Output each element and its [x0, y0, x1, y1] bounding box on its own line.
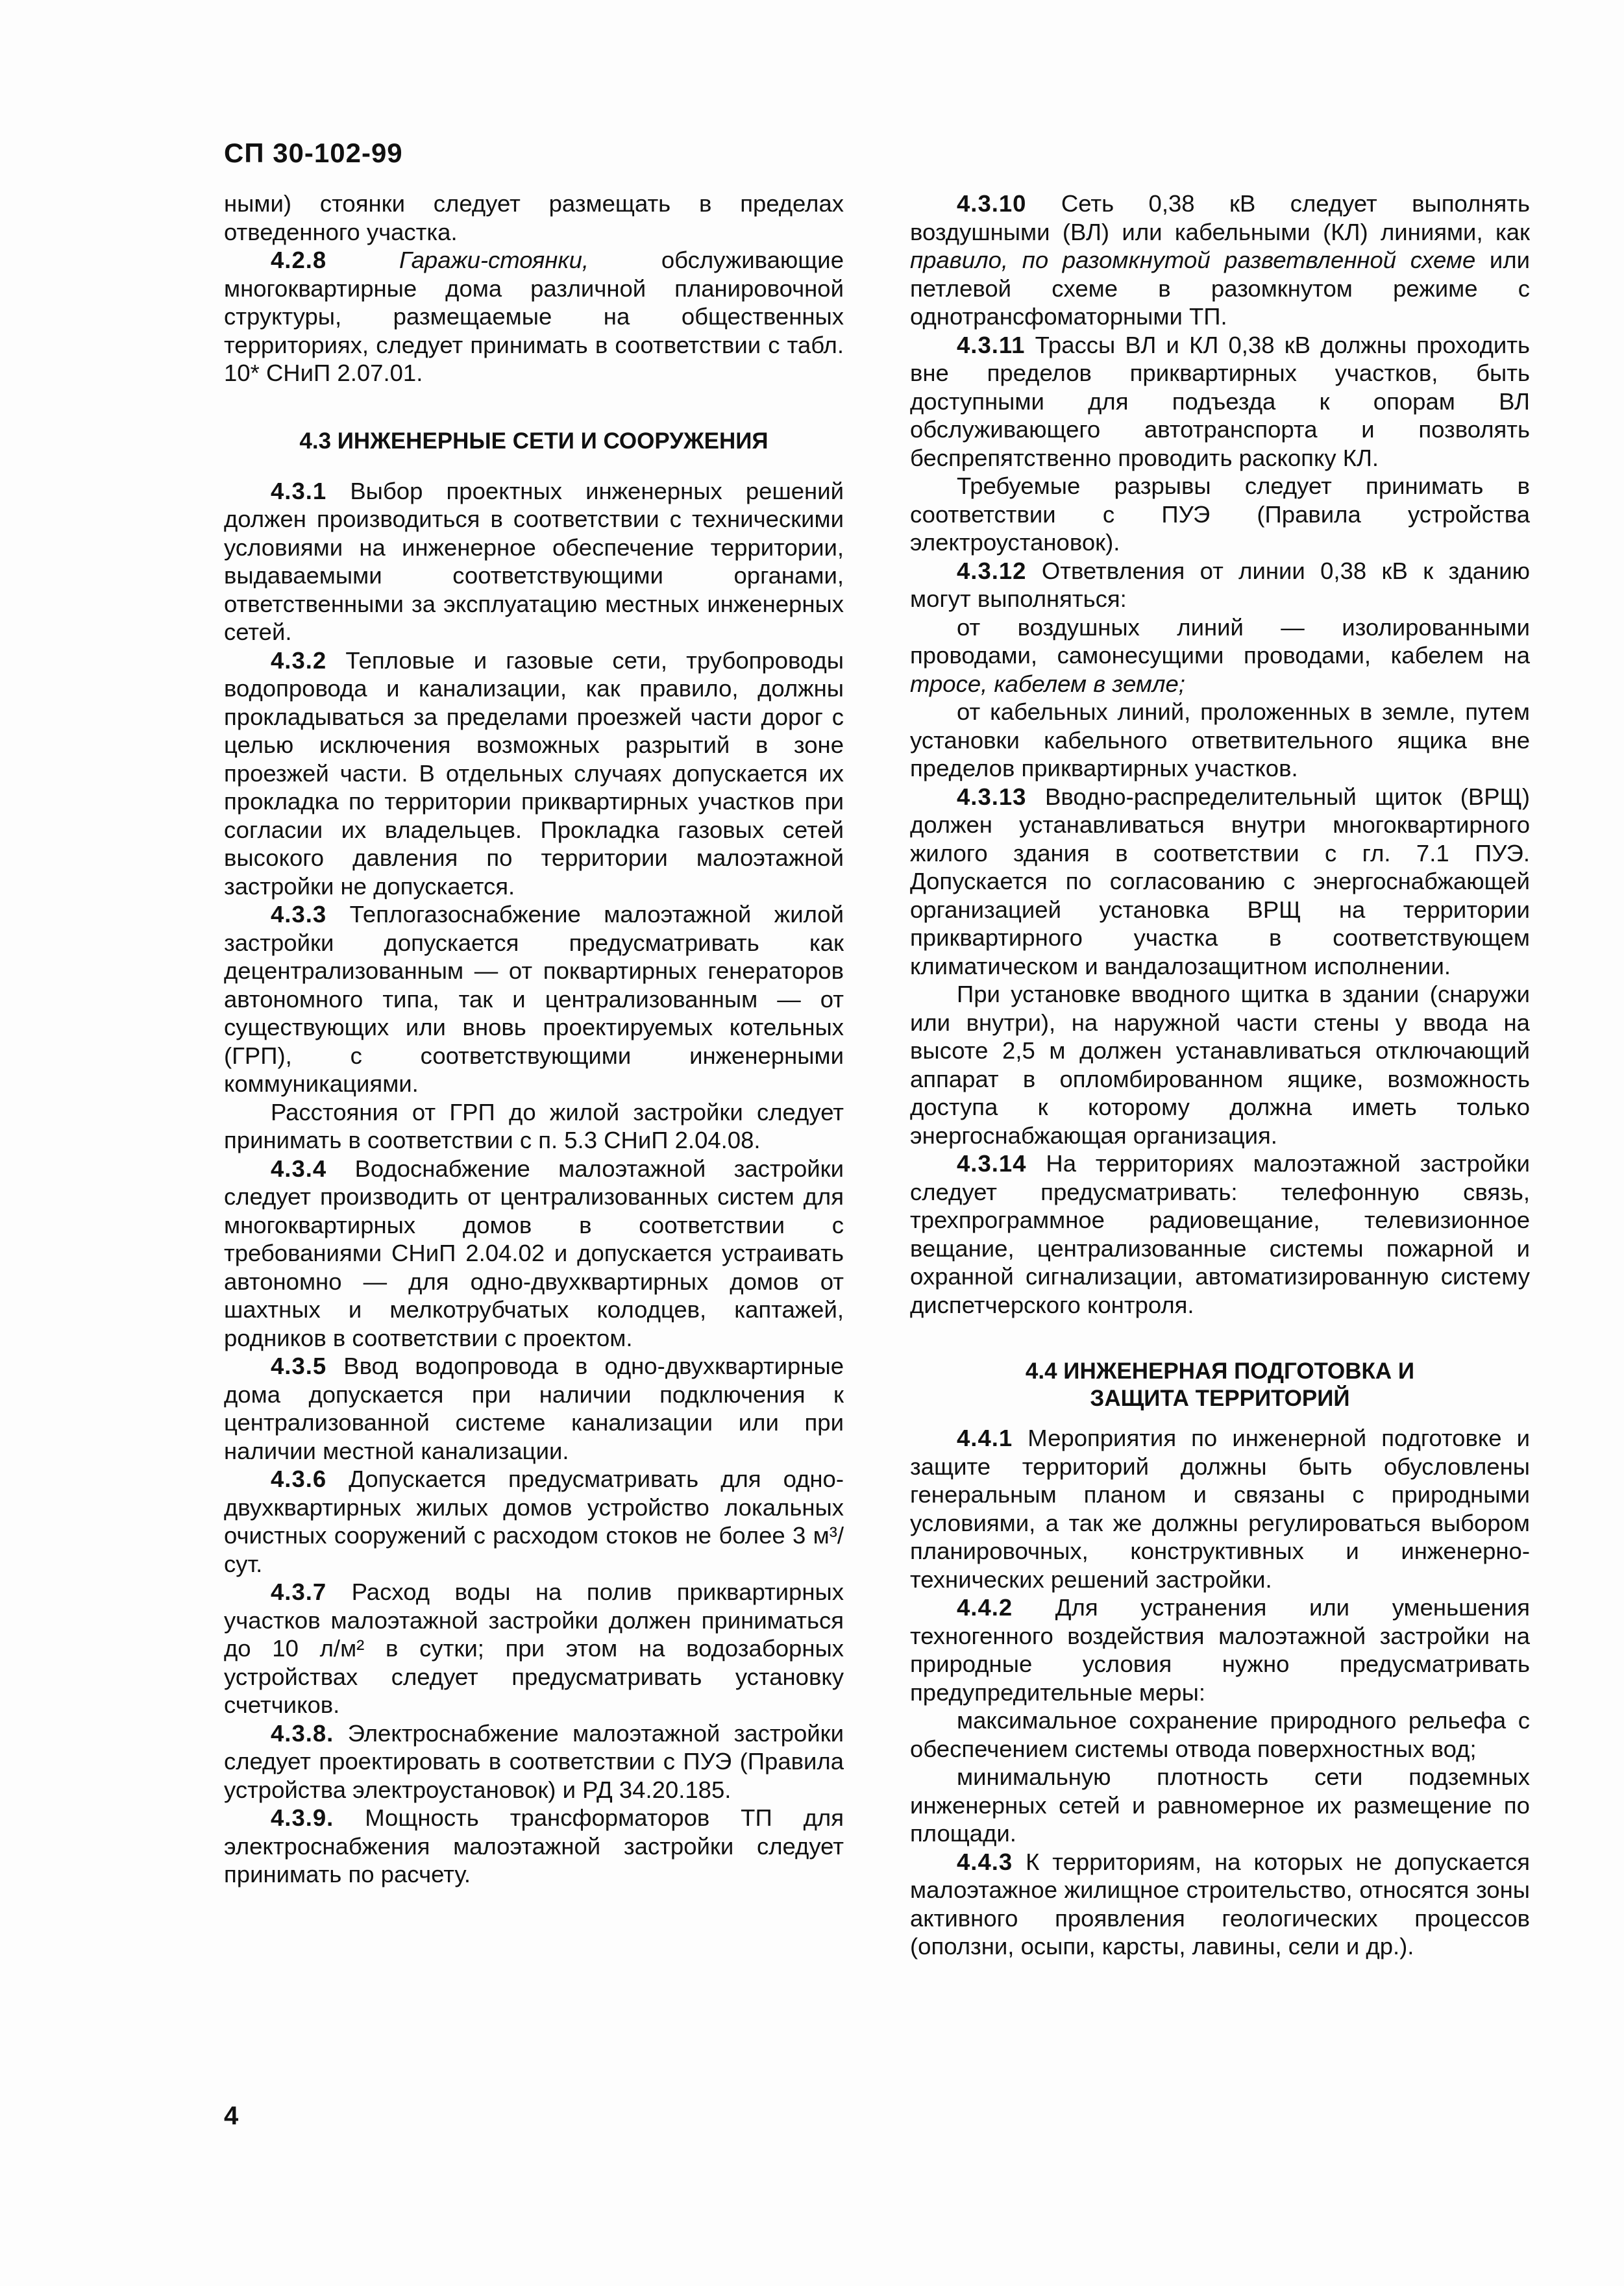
clause-text: Для устранения или уменьшения техногенного воздействия малоэтажной застройки на природные условия нужно предусматривать предупредительные меры:: [910, 1594, 1530, 1706]
paragraph-continued: ными) стоянки следует размещать в пределах отведенного участка.: [224, 190, 844, 245]
clause-4-3-9: [224, 1804, 844, 1889]
clause-italic-term: Гаражи-стоянки,: [399, 247, 589, 273]
clause-text: Тепловые и газовые сети, трубопроводы водопровода и канализации, как правило, должны прокладываться за пределами проезжей части дорог с целью исключения возможных разрытий в зоне проезжей части. В отдельных случаях допускается их прокладка по территории приквартирных участков при согласии их владельцев. Прокладка газовых сетей высокого давления по территории малоэтажной застройки не допускается.: [224, 646, 844, 900]
clause-text: от воздушных линий — изолированными проводами, самонесущими проводами, кабелем на: [910, 613, 1530, 669]
clause-text: Сеть 0,38 кВ следует выполнять воздушными (ВЛ) или кабельными (КЛ) линиями, как: [910, 190, 1530, 245]
clause-text: Трассы ВЛ и КЛ 0,38 кВ должны проходить вне пределов приквартирных участков, быть доступными для подъезда к опорам ВЛ обслуживающего автотранспорта и позволять беспрепятственно проводить раскопку КЛ.: [910, 331, 1530, 471]
clause-4-3-10: [910, 190, 1530, 331]
clause-4-3-6: [224, 1465, 844, 1578]
clause-text: Допускается предусматривать для одно-двухквартирных жилых домов устройство локальных очистных сооружений с расходом стоков не более 3 м³/сут.: [224, 1466, 844, 1577]
clause-number: 4.4.2: [957, 1594, 1013, 1621]
clause-4-4-3: [910, 1848, 1530, 1961]
clause-text: обслуживающие многоквартирные дома различной планировочной структуры, размещаемые на общественных территориях, следует принимать в соответствии с табл. 10* СНиП 2.07.01.: [224, 247, 844, 386]
section-heading-line: 4.4 ИНЖЕНЕРНАЯ ПОДГОТОВКА И: [1025, 1358, 1415, 1384]
clause-number: 4.4.1: [957, 1425, 1013, 1451]
clause-number: 4.3.3: [271, 901, 327, 928]
clause-4-3-12-paragraph-b: [910, 613, 1530, 698]
clause-4-3-8: [224, 1719, 844, 1804]
clause-4-3-11: [910, 331, 1530, 473]
clause-text: Ответвления от линии 0,38 кВ к зданию могут выполняться:: [910, 557, 1530, 612]
clause-number: 4.3.6: [271, 1466, 327, 1492]
clause-4-3-13-paragraph-b: При установке вводного щитка в здании (снаружи или внутри), на наружной части стены у ввода на высоте 2,5 м должен устанавливаться отключающий аппарат в опломбированном ящике, возможность доступа к которому должна иметь только энергоснабжающая организация.: [910, 981, 1530, 1149]
clause-number: 4.3.1: [271, 477, 327, 504]
clause-4-3-13: [910, 783, 1530, 981]
clause-number: 4.3.11: [957, 331, 1026, 358]
clause-number: 4.3.13: [957, 783, 1027, 810]
clause-text: Мощность трансформаторов ТП для электроснабжения малоэтажной застройки следует принимать по расчету.: [224, 1804, 844, 1887]
clause-number: 4.3.5: [271, 1353, 327, 1379]
clause-number: 4.3.2: [271, 646, 327, 674]
clause-text: Ввод водопровода в одно-двухквартирные дома допускается при наличии подключения к централизованной системе канализации или при наличии местной канализации.: [224, 1353, 844, 1464]
clause-number: 4.3.10: [957, 190, 1027, 217]
clause-4-3-4: [224, 1155, 844, 1353]
clause-text: Водоснабжение малоэтажной застройки следует производить от централизованных систем для многоквартирных домов в соответствии с требованиями СНиП 2.04.02 и допускается устраивать автономно — для одно-двухквартирных домов от шахтных и мелкотрубчатых колодцев, каптажей, родников в соответствии с проектом.: [224, 1155, 844, 1351]
clause-number: 4.3.8.: [271, 1719, 334, 1747]
clause-italic-text: правило, по разомкнутой разветвленной схеме: [910, 247, 1476, 273]
clause-4-3-2: [224, 646, 844, 901]
clause-4-3-12: [910, 557, 1530, 613]
clause-4-4-2: [910, 1593, 1530, 1706]
section-heading-4-3: 4.3 ИНЖЕНЕРНЫЕ СЕТИ И СООРУЖЕНИЯ: [299, 428, 769, 454]
clause-text: Вводно-распределительный щиток (ВРЩ) должен устанавливаться внутри многоквартирного жилого здания в соответствии с гл. 7.1 ПУЭ. Допускается по согласованию с энергоснабжающей организацией установка ВРЩ на территории приквартирного участка в соответствующем климатическом и вандалозащитном исполнении.: [910, 783, 1530, 979]
left-column: [224, 190, 844, 1889]
clause-number: 4.4.3: [957, 1848, 1013, 1875]
section-heading-line: ЗАЩИТА ТЕРРИТОРИЙ: [1090, 1386, 1350, 1411]
clause-4-3-5: [224, 1352, 844, 1465]
clause-text: К территориям, на которых не допускается малоэтажное жилищное строительство, относятся зоны активного проявления геологических процессов (оползни, осыпи, карсты, лавины, сели и др.).: [910, 1848, 1530, 1960]
clause-4-3-11-paragraph-b: Требуемые разрывы следует принимать в соответствии с ПУЭ (Правила устройства электроустановок).: [910, 473, 1530, 556]
clause-number: 4.2.8: [271, 247, 327, 273]
page-number: 4: [224, 2102, 239, 2130]
clause-number: 4.3.4: [271, 1155, 327, 1182]
clause-text: или петлевой схеме в разомкнутом режиме с однотрансфоматорными ТП.: [910, 247, 1531, 330]
clause-4-4-2-paragraph-b: максимальное сохранение природного рельефа с обеспечением системы отвода поверхностных вод;: [910, 1707, 1530, 1762]
clause-4-3-12-paragraph-c: от кабельных линий, проложенных в земле, путем установки кабельного ответвительного ящика вне пределов приквартирных участков.: [910, 698, 1530, 781]
clause-4-3-7: [224, 1578, 844, 1719]
clause-text: Электроснабжение малоэтажной застройки следует проектировать в соответствии с ПУЭ (Правила устройства электроустановок) и РД 34.20.185.: [224, 1719, 844, 1803]
document-code-header: СП 30-102-99: [224, 138, 403, 168]
section-heading-4-4: [910, 1358, 1530, 1412]
clause-4-2-8: [224, 246, 844, 387]
clause-4-3-3-paragraph-b: Расстояния от ГРП до жилой застройки следует принимать в соответствии с п. 5.3 СНиП 2.04.08.: [224, 1098, 844, 1153]
clause-italic-text: тросе, кабелем в земле;: [910, 670, 1185, 697]
right-column: [910, 190, 1530, 1961]
clause-text: Выбор проектных инженерных решений должен производиться в соответствии с техническими условиями на инженерное обеспечение территории, выдаваемыми соответствующими органами, ответственными за эксплуатацию местных инженерных сетей.: [224, 477, 844, 645]
clause-4-3-3: [224, 900, 844, 1098]
clause-text: На территориях малоэтажной застройки следует предусматривать: телефонную связь, трехпрограммное радиовещание, телевизионное вещание, централизованные системы пожарной и охранной сигнализации, автоматизированную систему диспетчерского контроля.: [910, 1150, 1530, 1318]
clause-number: 4.3.12: [957, 557, 1027, 584]
clause-number: 4.3.14: [957, 1150, 1027, 1177]
clause-4-3-1: [224, 477, 844, 646]
clause-text: Теплогазоснабжение малоэтажной жилой застройки допускается предусматривать как децентрализованным — от поквартирных генераторов автономного типа, так и централизованным — от существующих или вновь проектируемых котельных (ГРП), с соответствующими инженерными коммуникациями.: [224, 901, 844, 1097]
clause-text: Мероприятия по инженерной подготовке и защите территорий должны быть обусловлены генеральным планом и связаны с природными условиями, а так же должны регулироваться выбором планировочных, конструктивных и инженерно-технических решений застройки.: [910, 1425, 1530, 1593]
clause-number: 4.3.9.: [271, 1804, 334, 1831]
clause-4-4-2-paragraph-c: минимальную плотность сети подземных инженерных сетей и равномерное их размещение по площади.: [910, 1764, 1530, 1847]
clause-4-3-14: [910, 1149, 1530, 1319]
clause-text: Расход воды на полив приквартирных участков малоэтажной застройки должен приниматься до 10 л/м² в сутки; при этом на водозаборных устройствах следует предусматривать установку счетчиков.: [224, 1579, 844, 1718]
clause-4-4-1: [910, 1424, 1530, 1593]
clause-number: 4.3.7: [271, 1579, 327, 1605]
